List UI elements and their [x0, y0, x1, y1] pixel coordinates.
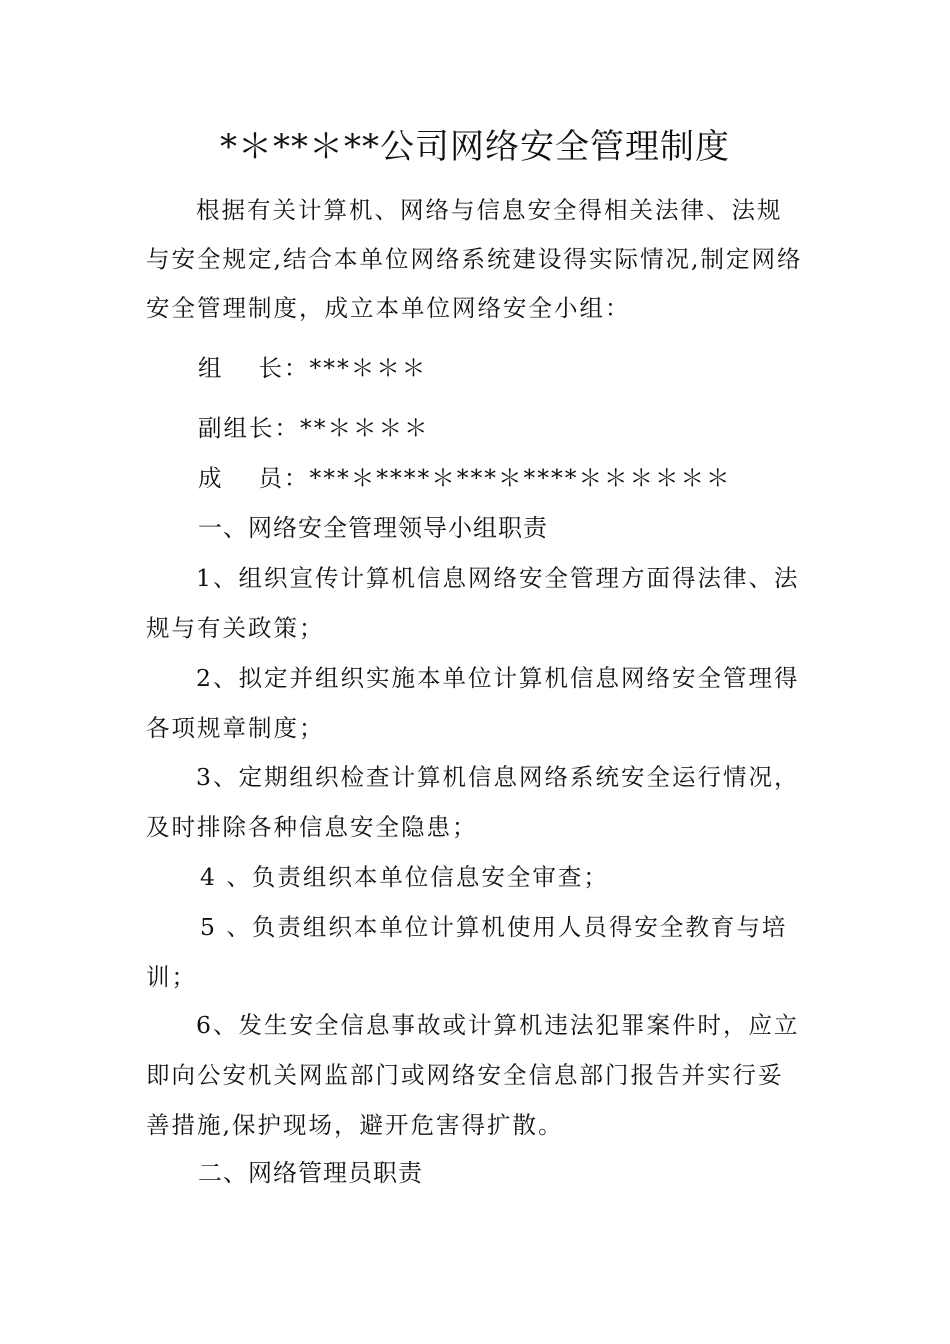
- team-members-line: 成 员：***＊****＊***＊****＊＊＊＊＊＊: [198, 464, 732, 492]
- intro-text: 根据有关计算机、网络与信息安全得相关法律、法规与安全规定,结合本单位网络系统建设得实际情况,制定网络安全管理制度，成立本单位网络安全小组：: [146, 196, 803, 322]
- section-1-item-1: [146, 553, 806, 653]
- section-2-heading: 二、网络管理员职责: [198, 1159, 423, 1187]
- item-text: 2、拟定并组织实施本单位计算机信息网络安全管理得各项规章制度；: [146, 664, 800, 742]
- section-1-item-5: [146, 902, 806, 1002]
- item-text: 1、组织宣传计算机信息网络安全管理方面得法律、法规与有关政策；: [146, 564, 800, 642]
- team-leader-line: 组 长：***＊＊＊: [198, 354, 428, 382]
- section-1-heading: 一、网络安全管理领导小组职责: [198, 514, 548, 542]
- item-text: 6、发生安全信息事故或计算机违法犯罪案件时，应立即向公安机关网监部门或网络安全信息部门报告并实行妥善措施,保护现场，避开危害得扩散。: [146, 1011, 800, 1139]
- section-1-item-2: [146, 653, 806, 753]
- section-1-item-6: [146, 1000, 806, 1150]
- item-text: 3、定期组织检查计算机信息网络系统安全运行情况，及时排除各种信息安全隐患；: [146, 763, 800, 841]
- team-deputy-line: 副组长：**＊＊＊＊: [198, 414, 430, 442]
- section-1-item-3: [146, 752, 806, 852]
- section-1-item-4: [146, 852, 806, 902]
- item-text: 5 、负责组织本单位计算机使用人员得安全教育与培训；: [146, 913, 788, 991]
- document-title: *＊**＊**公司网络安全管理制度: [220, 127, 730, 167]
- intro-paragraph: [146, 186, 806, 333]
- item-text: 4 、负责组织本单位信息安全审查；: [200, 863, 609, 891]
